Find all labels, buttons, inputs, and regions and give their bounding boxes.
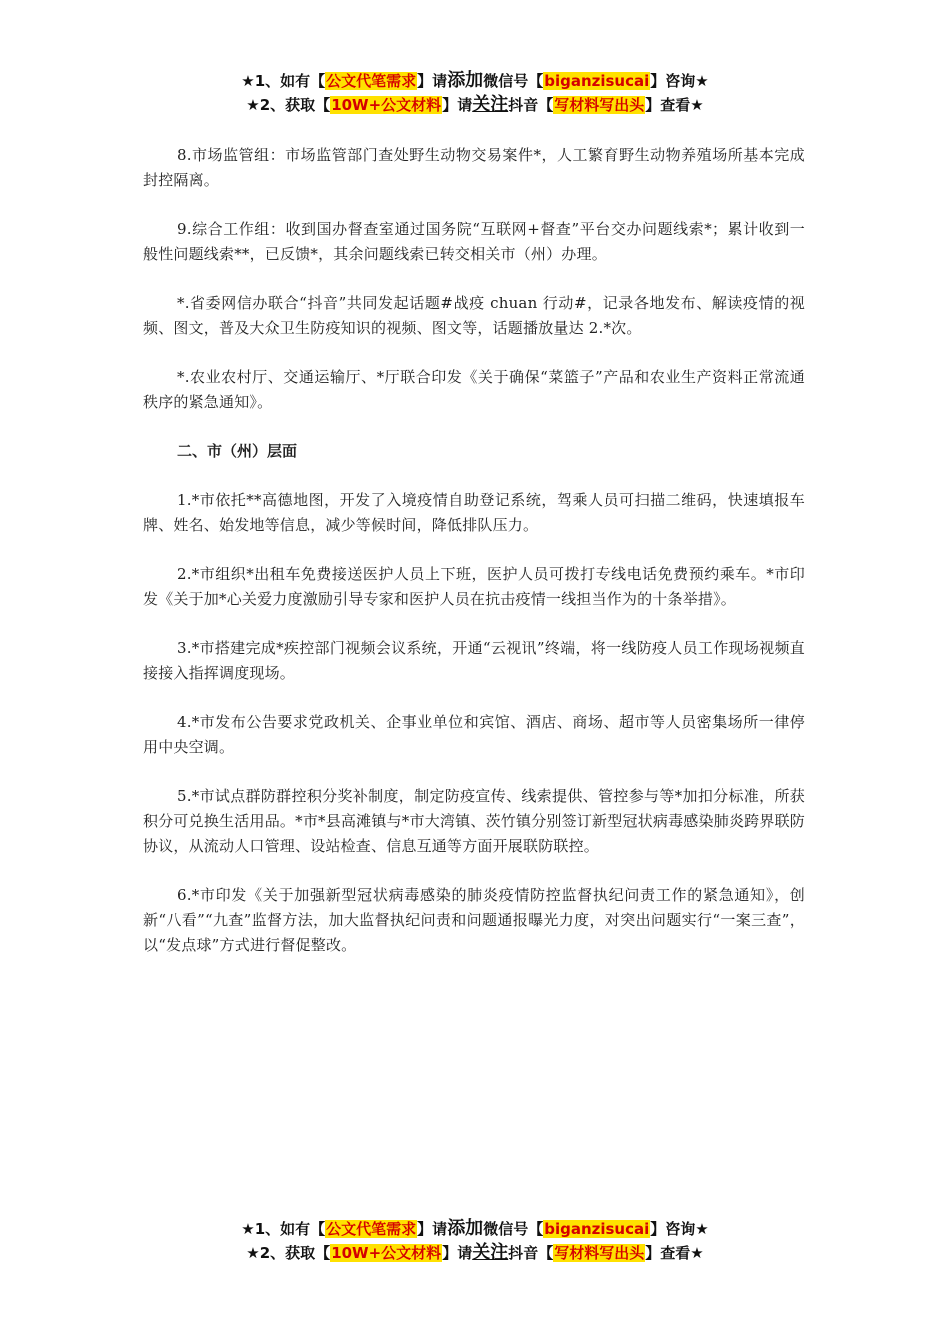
- paragraph-8: 8.市场监管组：市场监管部门查处野生动物交易案件*，人工繁育野生动物养殖场所基本完成封控隔离。: [143, 146, 805, 189]
- banner-text: 】请: [417, 1220, 448, 1238]
- header-banner: [0, 69, 950, 117]
- banner-emphasis: 添加: [447, 1218, 484, 1239]
- highlight-douyin-account: 写材料写出头: [554, 1244, 645, 1262]
- banner-line-2: [0, 93, 950, 117]
- banner-text: ★1、如有【: [241, 1220, 326, 1238]
- banner-text: 】请: [417, 72, 448, 90]
- highlight-douyin-account: 写材料写出头: [554, 96, 645, 114]
- banner-emphasis: 关注: [472, 1242, 509, 1263]
- paragraph-11: *.农业农村厅、交通运输厅、*厅联合印发《关于确保“菜篮子”产品和农业生产资料正常流通秩序的紧急通知》。: [143, 368, 805, 411]
- highlight-wechat-id: biganzisucai: [544, 1220, 650, 1238]
- city-item-5: 5.*市试点群防群控积分奖补制度，制定防疫宣传、线索提供、管控参与等*加扣分标准，所获积分可兑换生活用品。*市*县高滩镇与*市大湾镇、茨竹镇分别签订新型冠状病毒感染肺炎跨界联防协议，从流动人口管理、设站检查、信息互通等方面开展联防联控。: [143, 787, 805, 855]
- banner-line-2: [0, 1241, 950, 1265]
- footer-banner: [0, 1217, 950, 1265]
- section-heading: 二、市（州）层面: [177, 442, 298, 460]
- banner-text: 】咨询★: [650, 1220, 709, 1238]
- banner-text: 抖音【: [508, 96, 554, 114]
- highlight-service: 公文代笔需求: [326, 1220, 417, 1238]
- banner-emphasis: 关注: [472, 94, 509, 115]
- highlight-materials: 10W+公文材料: [331, 96, 442, 114]
- city-item-2: 2.*市组织*出租车免费接送医护人员上下班，医护人员可拨打专线电话免费预约乘车。*市印发《关于加*心关爱力度激励引导专家和医护人员在抗击疫情一线担当作为的十条举措》。: [143, 565, 805, 608]
- highlight-wechat-id: biganzisucai: [544, 72, 650, 90]
- highlight-materials: 10W+公文材料: [331, 1244, 442, 1262]
- city-item-3: 3.*市搭建完成*疾控部门视频会议系统，开通“云视讯”终端，将一线防疫人员工作现场视频直接接入指挥调度现场。: [143, 639, 805, 682]
- banner-line-1: [0, 69, 950, 93]
- banner-text: 】查看★: [645, 96, 704, 114]
- city-item-6: 6.*市印发《关于加强新型冠状病毒感染的肺炎疫情防控监督执纪问责工作的紧急通知》，创新“八看”“九查”监督方法，加大监督执纪问责和问题通报曝光力度，对突出问题实行“一案三查”，以“发点球”方式进行督促整改。: [143, 886, 805, 954]
- banner-text: 】查看★: [645, 1244, 704, 1262]
- banner-text: 微信号【: [483, 1220, 544, 1238]
- highlight-service: 公文代笔需求: [326, 72, 417, 90]
- banner-text: ★2、获取【: [246, 1244, 331, 1262]
- document-body: [143, 143, 805, 982]
- banner-text: 】请: [442, 1244, 473, 1262]
- paragraph-9: 9.综合工作组：收到国办督查室通过国务院“互联网+督查”平台交办问题线索*；累计收到一般性问题线索**，已反馈*，其余问题线索已转交相关市（州）办理。: [143, 220, 805, 263]
- banner-text: 】咨询★: [650, 72, 709, 90]
- banner-text: 微信号【: [483, 72, 544, 90]
- banner-text: 抖音【: [508, 1244, 554, 1262]
- banner-text: ★1、如有【: [241, 72, 326, 90]
- banner-emphasis: 添加: [447, 70, 484, 91]
- city-item-1: 1.*市依托**高德地图，开发了入境疫情自助登记系统，驾乘人员可扫描二维码，快速填报车牌、姓名、始发地等信息，减少等候时间，降低排队压力。: [143, 491, 805, 534]
- paragraph-10: *.省委网信办联合“抖音”共同发起话题#战疫 chuan 行动#，记录各地发布、解读疫情的视频、图文，普及大众卫生防疫知识的视频、图文等，话题播放量达 2.*次。: [143, 294, 805, 337]
- banner-line-1: [0, 1217, 950, 1241]
- city-item-4: 4.*市发布公告要求党政机关、企事业单位和宾馆、酒店、商场、超市等人员密集场所一律停用中央空调。: [143, 713, 805, 756]
- banner-text: ★2、获取【: [246, 96, 331, 114]
- banner-text: 】请: [442, 96, 473, 114]
